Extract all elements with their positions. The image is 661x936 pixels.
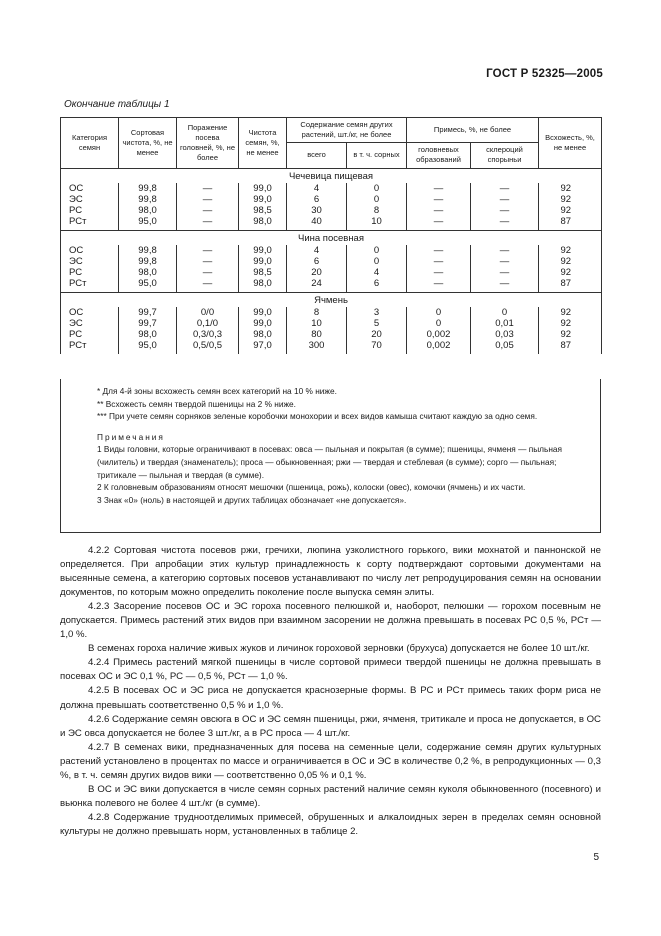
body-text — [60, 544, 601, 839]
table-cell: — — [471, 194, 539, 205]
table-cell: 98,0 — [119, 205, 177, 216]
table-cell: РС — [61, 205, 119, 216]
table-row — [61, 307, 602, 318]
table-cell: РСт — [61, 278, 119, 292]
header-other-content: Содержание семян других растений, шт./кг, не более — [287, 118, 407, 143]
table-cell: — — [471, 245, 539, 256]
table-cell: 40 — [287, 216, 347, 230]
table-row — [61, 183, 602, 194]
table-cell: 92 — [539, 183, 602, 194]
paragraph: 4.2.6 Содержание семян овсюга в ОС и ЭС семян пшеницы, ржи, ячменя, тритикале и проса не допускается, в ОС и ЭС овса допускается не более 3 шт./кг, а в РС проса — 4 шт./кг. — [60, 713, 601, 739]
table-row — [61, 205, 602, 216]
document-code: ГОСТ Р 52325—2005 — [486, 68, 603, 80]
table-cell: 6 — [287, 256, 347, 267]
table-cell: 3 — [347, 307, 407, 318]
table-cell: — — [471, 267, 539, 278]
paragraph: 4.2.3 Засорение посевов ОС и ЭС гороха посевного пелюшкой и, наоборот, пелюшки — горохом посевным не допускается. Примесь растений этих видов при взаимном засорении не должна превышать в посевах РС 0,5 %, РСт — 1,0 %. — [60, 601, 601, 641]
table-caption: Окончание таблицы 1 — [64, 99, 170, 110]
table-cell: 0,03 — [471, 329, 539, 340]
table-cell: 99,0 — [239, 256, 287, 267]
header-weeds: в т. ч. сорных — [347, 143, 407, 168]
table-cell: 8 — [347, 205, 407, 216]
header-seed-purity: Чистота семян, %, не менее — [239, 118, 287, 169]
table-cell: ЭС — [61, 194, 119, 205]
table-cell: 92 — [539, 256, 602, 267]
table-cell: 0/0 — [177, 307, 239, 318]
table-cell: — — [407, 256, 471, 267]
table-cell: 0 — [407, 318, 471, 329]
table-cell: 30 — [287, 205, 347, 216]
header-smut-form: головневых образований — [407, 143, 471, 168]
table-cell: 87 — [539, 278, 602, 292]
header-total: всего — [287, 143, 347, 168]
table-cell: 0 — [347, 183, 407, 194]
table-cell: 98,0 — [239, 216, 287, 230]
table-cell: 95,0 — [119, 340, 177, 353]
table-row — [61, 245, 602, 256]
table-cell: ЭС — [61, 256, 119, 267]
table-cell: 98,0 — [239, 329, 287, 340]
table-cell: РСт — [61, 216, 119, 230]
table-cell: 4 — [287, 183, 347, 194]
paragraph: 4.2.7 В семенах вики, предназначенных для посева на семенные цели, содержание семян других культурных растений установлено в процентах по массе и ограничивается в ОС и ЭС в количестве 0,2 %, в репродукционных — 0,3 %, в т. ч. семян других видов вики — соответственно 0,05 % и 0,1 %. — [60, 741, 601, 781]
seed-standards-table — [60, 117, 602, 354]
table-notes — [60, 379, 601, 533]
table-cell: — — [407, 216, 471, 230]
table-cell: 6 — [347, 278, 407, 292]
table-cell: 99,7 — [119, 307, 177, 318]
table-cell: 95,0 — [119, 278, 177, 292]
paragraph: В ОС и ЭС вики допускается в числе семян сорных растений наличие семян куколя обыкновенного (посевного) и вьюнка полевого не более 4 шт./кг (в сумме). — [60, 783, 601, 809]
table-cell: 98,5 — [239, 267, 287, 278]
table-cell: 70 — [347, 340, 407, 353]
table-cell: — — [177, 194, 239, 205]
footnote: *** При учете семян сорняков зеленые коробочки монохории и всех видов камыша считают каждую за одно семя. — [97, 411, 538, 422]
table-cell: 95,0 — [119, 216, 177, 230]
paragraph: 4.2.4 Примесь растений мягкой пшеницы в числе сортовой примеси твердой пшеницы не должна превышать в посевах ОС и ЭС 0,1 %, РС — 0,5 %, РСт — 1,0 %. — [60, 657, 601, 683]
table-row — [61, 278, 602, 292]
header-category: Категория семян — [61, 118, 119, 169]
section-title: Ячмень — [61, 292, 602, 307]
table-cell: 99,0 — [239, 307, 287, 318]
table-cell: — — [471, 278, 539, 292]
table-cell: — — [471, 256, 539, 267]
page-number: 5 — [593, 852, 599, 863]
table-cell: — — [407, 183, 471, 194]
table-cell: — — [471, 183, 539, 194]
table-cell: 92 — [539, 194, 602, 205]
table-cell: 4 — [347, 267, 407, 278]
table-row — [61, 256, 602, 267]
table-cell: 92 — [539, 245, 602, 256]
table-row — [61, 216, 602, 230]
table-cell: 87 — [539, 216, 602, 230]
table-cell: 20 — [287, 267, 347, 278]
table-cell: 99,7 — [119, 318, 177, 329]
table-row — [61, 267, 602, 278]
table-row — [61, 340, 602, 353]
table-cell: РСт — [61, 340, 119, 353]
table-row — [61, 329, 602, 340]
table-cell: 99,0 — [239, 183, 287, 194]
table-cell: — — [177, 216, 239, 230]
note-item: 1 Виды головни, которые ограничивают в посевах: овса — пыльная и покрытая (в сумме); пшеницы, ячменя — пыльная (чилитель) и твердая (знаменатель); проса — обыкновенная; ржи — твердая и стеблевая (в сумме); сорго — пыльная; тритикале — пыльная и твердая (в сумме). — [97, 444, 563, 480]
table-cell: — — [177, 278, 239, 292]
note-item: 3 Знак «0» (ноль) в настоящей и других таблицах обозначает «не допускается». — [97, 494, 407, 505]
table-cell: 87 — [539, 340, 602, 353]
table-cell: 0 — [407, 307, 471, 318]
table-cell: — — [407, 245, 471, 256]
table-cell: 20 — [347, 329, 407, 340]
table-cell: — — [471, 205, 539, 216]
table-cell: РС — [61, 267, 119, 278]
table-cell: 0 — [347, 194, 407, 205]
table-cell: ОС — [61, 183, 119, 194]
table-cell: — — [471, 216, 539, 230]
table-cell: 5 — [347, 318, 407, 329]
table-cell: 99,0 — [239, 245, 287, 256]
section-title: Чечевица пищевая — [61, 168, 602, 183]
table-cell: 0 — [347, 256, 407, 267]
table-cell: 0 — [347, 245, 407, 256]
footnote: * Для 4-й зоны всхожесть семян всех категорий на 10 % ниже. — [97, 386, 337, 396]
table-cell: 92 — [539, 329, 602, 340]
section-title: Чина посевная — [61, 230, 602, 245]
header-impurity: Примесь, %, не более — [407, 118, 539, 143]
table-cell: 0,05 — [471, 340, 539, 353]
table-cell: 0,1/0 — [177, 318, 239, 329]
table-cell: 0,3/0,3 — [177, 329, 239, 340]
table-cell: — — [407, 205, 471, 216]
table-cell: — — [177, 183, 239, 194]
table-cell: РС — [61, 329, 119, 340]
table-cell: 99,8 — [119, 183, 177, 194]
table-cell: ЭС — [61, 318, 119, 329]
paragraph: 4.2.8 Содержание трудноотделимых примесей, обрушенных и алкалоидных зерен в пределах семян основной культуры не должно превышать норм, установленных в таблице 2. — [60, 811, 601, 837]
table-cell: 24 — [287, 278, 347, 292]
note-item: 2 К головневым образованиям относят мешочки (пшеница, рожь), колоски (овес), комочки (ячмень) и их части. — [97, 482, 526, 493]
table-cell: 10 — [287, 318, 347, 329]
table-cell: — — [177, 245, 239, 256]
table-cell: 0,002 — [407, 329, 471, 340]
table-cell: 0 — [471, 307, 539, 318]
table-cell: 8 — [287, 307, 347, 318]
table-cell: — — [407, 267, 471, 278]
table-cell: 0,01 — [471, 318, 539, 329]
header-sclerotia: склероций спорыньи — [471, 143, 539, 168]
paragraph: 4.2.2 Сортовая чистота посевов ржи, гречихи, люпина узколистного горького, вики мохнатой и паннонской не определяется. При апробации этих культур принадлежность к сорту подтверждают сортовыми документами на высеянные семена, а категорию сортовых посевов устанавливают по числу лет репродуцирования семян на основании документов, по которым можно определить поколение после выпуска семян элиты. — [60, 545, 601, 599]
table-cell: — — [407, 278, 471, 292]
table-cell: 99,8 — [119, 194, 177, 205]
table-cell: — — [177, 256, 239, 267]
paragraph: В семенах гороха наличие живых жуков и личинок гороховой зерновки (брухуса) допускается не более 10 шт./кг. — [88, 643, 590, 655]
table-cell: 92 — [539, 307, 602, 318]
table-cell: 92 — [539, 267, 602, 278]
footnote: ** Всхожесть семян твердой пшеницы на 2 % ниже. — [97, 398, 296, 409]
table-cell: 99,8 — [119, 245, 177, 256]
header-germination: Всхожесть, %, не менее — [539, 118, 602, 169]
table-row — [61, 194, 602, 205]
table-cell: 4 — [287, 245, 347, 256]
table-cell: ОС — [61, 307, 119, 318]
table-cell: 6 — [287, 194, 347, 205]
table-cell: 98,0 — [239, 278, 287, 292]
table-cell: 0,002 — [407, 340, 471, 353]
table-cell: 99,0 — [239, 194, 287, 205]
table-cell: — — [407, 194, 471, 205]
table-cell: 92 — [539, 205, 602, 216]
table-cell: — — [177, 205, 239, 216]
table-cell: 97,0 — [239, 340, 287, 353]
table-row — [61, 318, 602, 329]
table-cell: 99,8 — [119, 256, 177, 267]
table-cell: 300 — [287, 340, 347, 353]
table-cell: 98,0 — [119, 329, 177, 340]
table-cell: 0,5/0,5 — [177, 340, 239, 353]
header-purity: Сортовая чистота, %, не менее — [119, 118, 177, 169]
table-cell: 10 — [347, 216, 407, 230]
table-cell: 99,0 — [239, 318, 287, 329]
notes-title: Примечания — [97, 431, 165, 442]
table-cell: 98,5 — [239, 205, 287, 216]
table-cell: 98,0 — [119, 267, 177, 278]
table-cell: ОС — [61, 245, 119, 256]
table-cell: 80 — [287, 329, 347, 340]
table-cell: 92 — [539, 318, 602, 329]
paragraph: 4.2.5 В посевах ОС и ЭС риса не допускается краснозерные формы. В РС и РСт примесь таких форм риса не должна превышать соответственно 0,5 % и 1,0 %. — [60, 685, 601, 711]
table-cell: — — [177, 267, 239, 278]
header-smut: Поражение посева головней, %, не более — [177, 118, 239, 169]
